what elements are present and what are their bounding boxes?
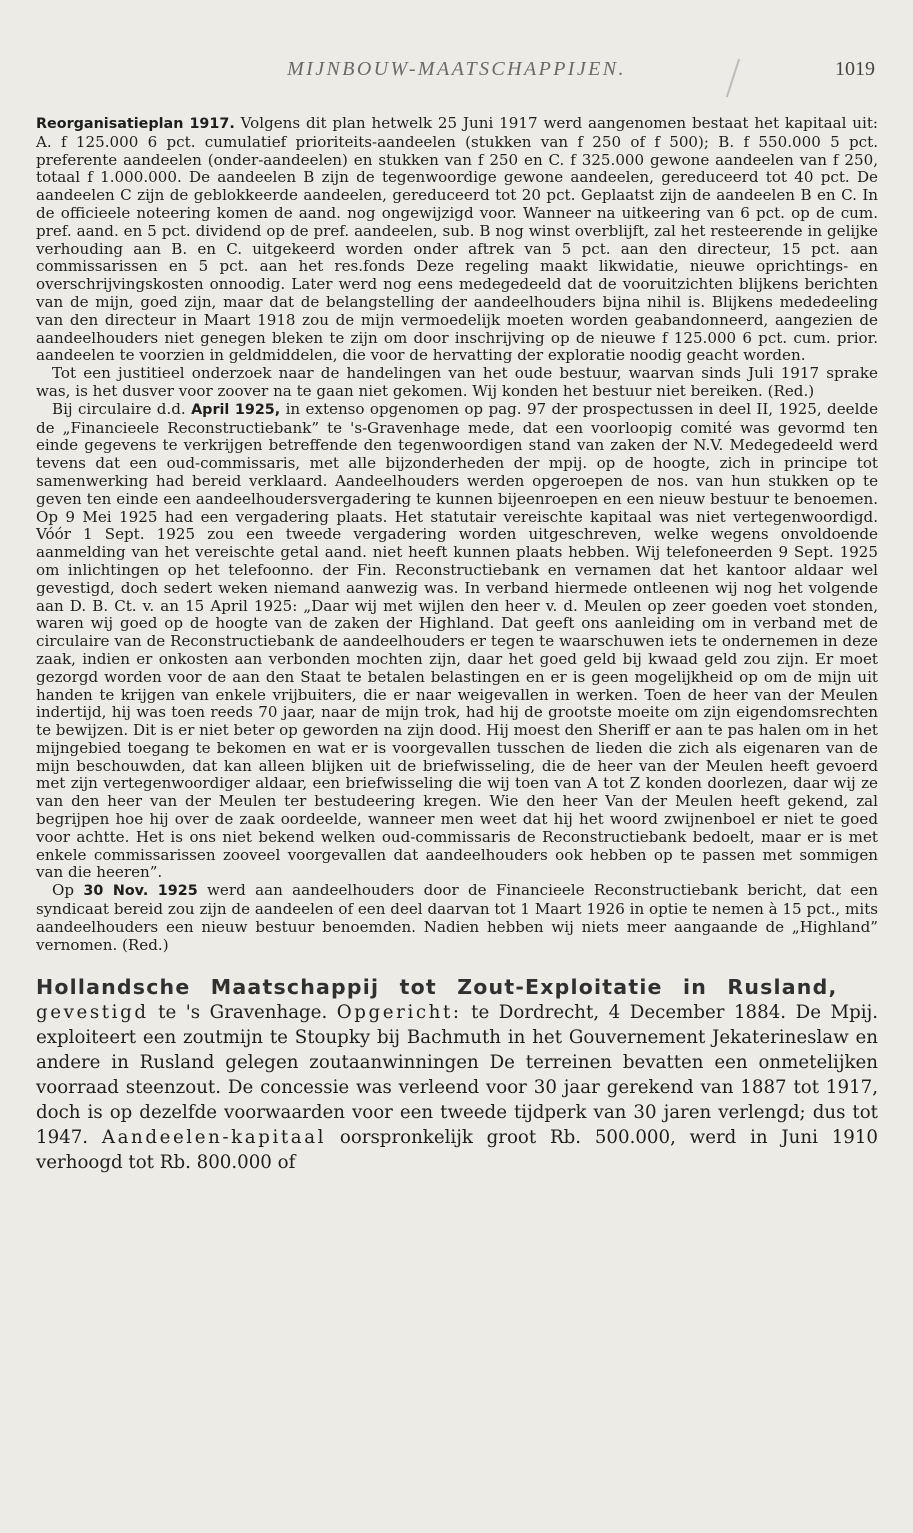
syndicate-prefix: Op [52, 881, 84, 900]
company-paragraph [36, 1000, 878, 1175]
reorganisation-paragraph-4 [36, 882, 878, 954]
company-section [36, 974, 878, 1175]
reorganisation-paragraph-3 [36, 401, 878, 883]
circular-prefix: Bij circulaire d.d. [52, 399, 192, 418]
running-head [0, 58, 913, 92]
reorganisation-paragraph-1 [36, 115, 878, 365]
page-number: 1019 [835, 58, 875, 80]
company-heading: Hollandsche Maatschappij tot Zout-Exploitatie in Rusland, [36, 975, 838, 1000]
syndicate-text: werd aan aandeelhouders door de Financieele Reconstructiebank bericht, dat een syndicaat bereid zou zijn de aandeelen of een deel daarvan tot 1 Maart 1926 in optie te nemen à 15 pct., mits aandeelhouders een nieuw bestuur benoemden. Nadien hebben wij niets meer aangaande de „Highland” vernomen. (Red.) [36, 881, 878, 954]
page-body [36, 115, 878, 1175]
circular-text: in extenso opgenomen op pag. 97 der prospectussen in deel II, 1925, deelde de „Financieele Reconstructiebank” te 's-Gravenhage mede, dat een voorloopig comité was gevormd ten einde gegevens te verkrijgen betreffende den tegenwoordigen stand van zaken der N.V. Medegedeeld werd tevens dat een oud-commissaris, met alle bijzonderheden der mpij. op de hoogte, zich in principe tot samenwerking had bereid verklaard. Aandeelhouders werden opgeroepen de nos. van hun stukken op te geven ten einde een aandeelhoudersvergadering te kunnen bijeenroepen en een nieuw bestuur te benoemen. Op 9 Mei 1925 had een vergadering plaats. Het statutair vereischte kapitaal was niet vertegenwoordigd. Vóór 1 Sept. 1925 zou een tweede vergadering worden uitgeschreven, welke wegens onvoldoende aanmelding van het vereischte getal aand. niet heeft kunnen plaats hebben. Wij telefoneerden 9 Sept. 1925 om inlichtingen op het telefoonno. der Fin. Reconstructiebank en vernamen dat het kantoor aldaar wel gevestigd, doch sedert weken niemand aanwezig was. In verband hiermede ontleenen wij nog het volgende aan D. B. Ct. v. an 15 April 1925: „Daar wij met wijlen den heer v. d. Meulen op zeer goeden voet stonden, waren wij goed op de hoogte van de zaken der Highland. Dat geeft ons aanleiding om in verband met de circulaire van de Reconstructiebank de aandeelhouders er tegen te waarschuwen iets te ondernemen in deze zaak, indien er onkosten aan verbonden mochten zijn, daar het goed geld bij kwaad geld zou zijn. Er moet gezorgd worden voor de aan den Staat te betalen belastingen en er is geen mogelijkheid op om de mijn uit handen te krijgen van enkele vrijbuiters, die er naar weigevallen in werken. Toen de heer van der Meulen indertijd, hij was toen reeds 70 jaar, naar de mijn trok, had hij de grootste moeite om zijn eigendomsrechten te bewijzen. Dit is er niet beter op geworden na zijn dood. Hij moest den Sheriff er aan te pas halen om in het mijngebied toegang te bekomen en wat er is voorgevallen tusschen de lieden die zich als eigenaren van de mijn beschouwden, dat kan alleen blijken uit de briefwisseling, die de heer van der Meulen heeft gevoerd met zijn vertegenwoordiger aldaar, een briefwisseling die wij toen van A tot Z konden doorlezen, daar wij ze van den heer van der Meulen ter bestudeering kregen. Wie den heer Van der Meulen heeft gekend, zal begrijpen hoe hij over de zaak oordeelde, wanneer men weet dat hij het woord zwijnenboel er niet te goed voor achtte. Het is ons niet bekend welken oud-commissaris de Reconstructiebank bedoelt, maar er is met enkele commissarissen zooveel voorgevallen dat aandeelhouders ook hebben op te passen met sommigen van die heeren”. [36, 399, 878, 882]
reorganisation-lead: Reorganisatieplan 1917. [36, 116, 235, 132]
circular-date: April 1925, [191, 401, 281, 418]
reorganisation-text-1: Volgens dit plan hetwelk 25 Juni 1917 werd aangenomen bestaat het kapitaal uit: A. f 125.000 6 pct. cumulatief prioriteits-aandeelen (stukken van f 250 of f 500); B. f 550.000 5 pct. preferente aandeelen (onder-aandeelen) en stukken van f 250 en C. f 325.000 gewone aandeelen van f 250, totaal f 1.000.000. De aandeelen B zijn de tegenwoordige gewone aandeelen, gereduceerd tot 40 pct. De aandeelen C zijn de geblokkeerde aandeelen, gereduceerd tot 20 pct. Geplaatst zijn de aandeelen B en C. In de officieele noteering komen de aand. nog ongewijzigd voor. Wanneer na uitkeering van 6 pct. op de cum. pref. aand. en 5 pct. dividend op de pref. aandeelen, sub. B nog winst overblijft, zal het resteerende in gelijke verhouding aan B. en C. uitgekeerd worden onder aftrek van 5 pct. aan den directeur, 15 pct. aan commissarissen en 5 pct. aan het res.fonds Deze regeling maakt likwidatie, nieuwe oprichtings- en overschrijvingskosten onnoodig. Later werd nog eens medegedeeld dat de vooruitzichten blijkens berichten van de mijn, goed zijn, maar dat de belangstelling der aandeelhouders bijna nihil is. Blijkens mededeeling van den directeur in Maart 1918 zou de mijn vermoedelijk moeten worden geabandonneerd, aangezien de aandeelhouders niet genegen bleken te zijn om door inschrijving op de nieuwe f 125.000 6 pct. cum. prior. aandeelen te voorzien in geldmiddelen, die voor de hervatting der exploratie noodig geacht worden. [36, 114, 879, 365]
reorganisation-section [36, 115, 878, 954]
founded-text: te Dordrecht, 4 December 1884. De Mpij. exploiteert een zoutmijn te Stoupky bij Bachmuth in het Gouvernement Jekaterineslaw en andere in Rusland gelegen zoutaanwinningen De terreinen bevatten een onmetelijken voorraad steenzout. De concessie was verleend voor 30 jaar gerekend van 1887 tot 1917, doch is op dezelfde voorwaarden voor een tweede tijdperk van 30 jaren verlengd; dus tot 1947. [36, 1002, 879, 1149]
seat-label: gevestigd [36, 1002, 149, 1024]
running-title: MIJNBOUW-MAATSCHAPPIJEN. [287, 58, 626, 80]
capital-text: oorspronkelijk groot Rb. 500.000, werd in Juni 1910 verhoogd tot Rb. 800.000 of [36, 1127, 878, 1174]
capital-label: Aandeelen-kapitaal [101, 1127, 327, 1149]
founded-label: Opgericht: [336, 1002, 462, 1024]
reorganisation-paragraph-2: Tot een justitieel onderzoek naar de handelingen van het oude bestuur, waarvan sinds Juli 1917 sprake was, is het dusver voor zoover na te gaan niet gekomen. Wij konden het bestuur niet bereiken. (Red.) [36, 364, 878, 400]
syndicate-date: 30 Nov. 1925 [83, 883, 198, 900]
seat-text: te 's Gravenhage. [148, 1002, 337, 1024]
